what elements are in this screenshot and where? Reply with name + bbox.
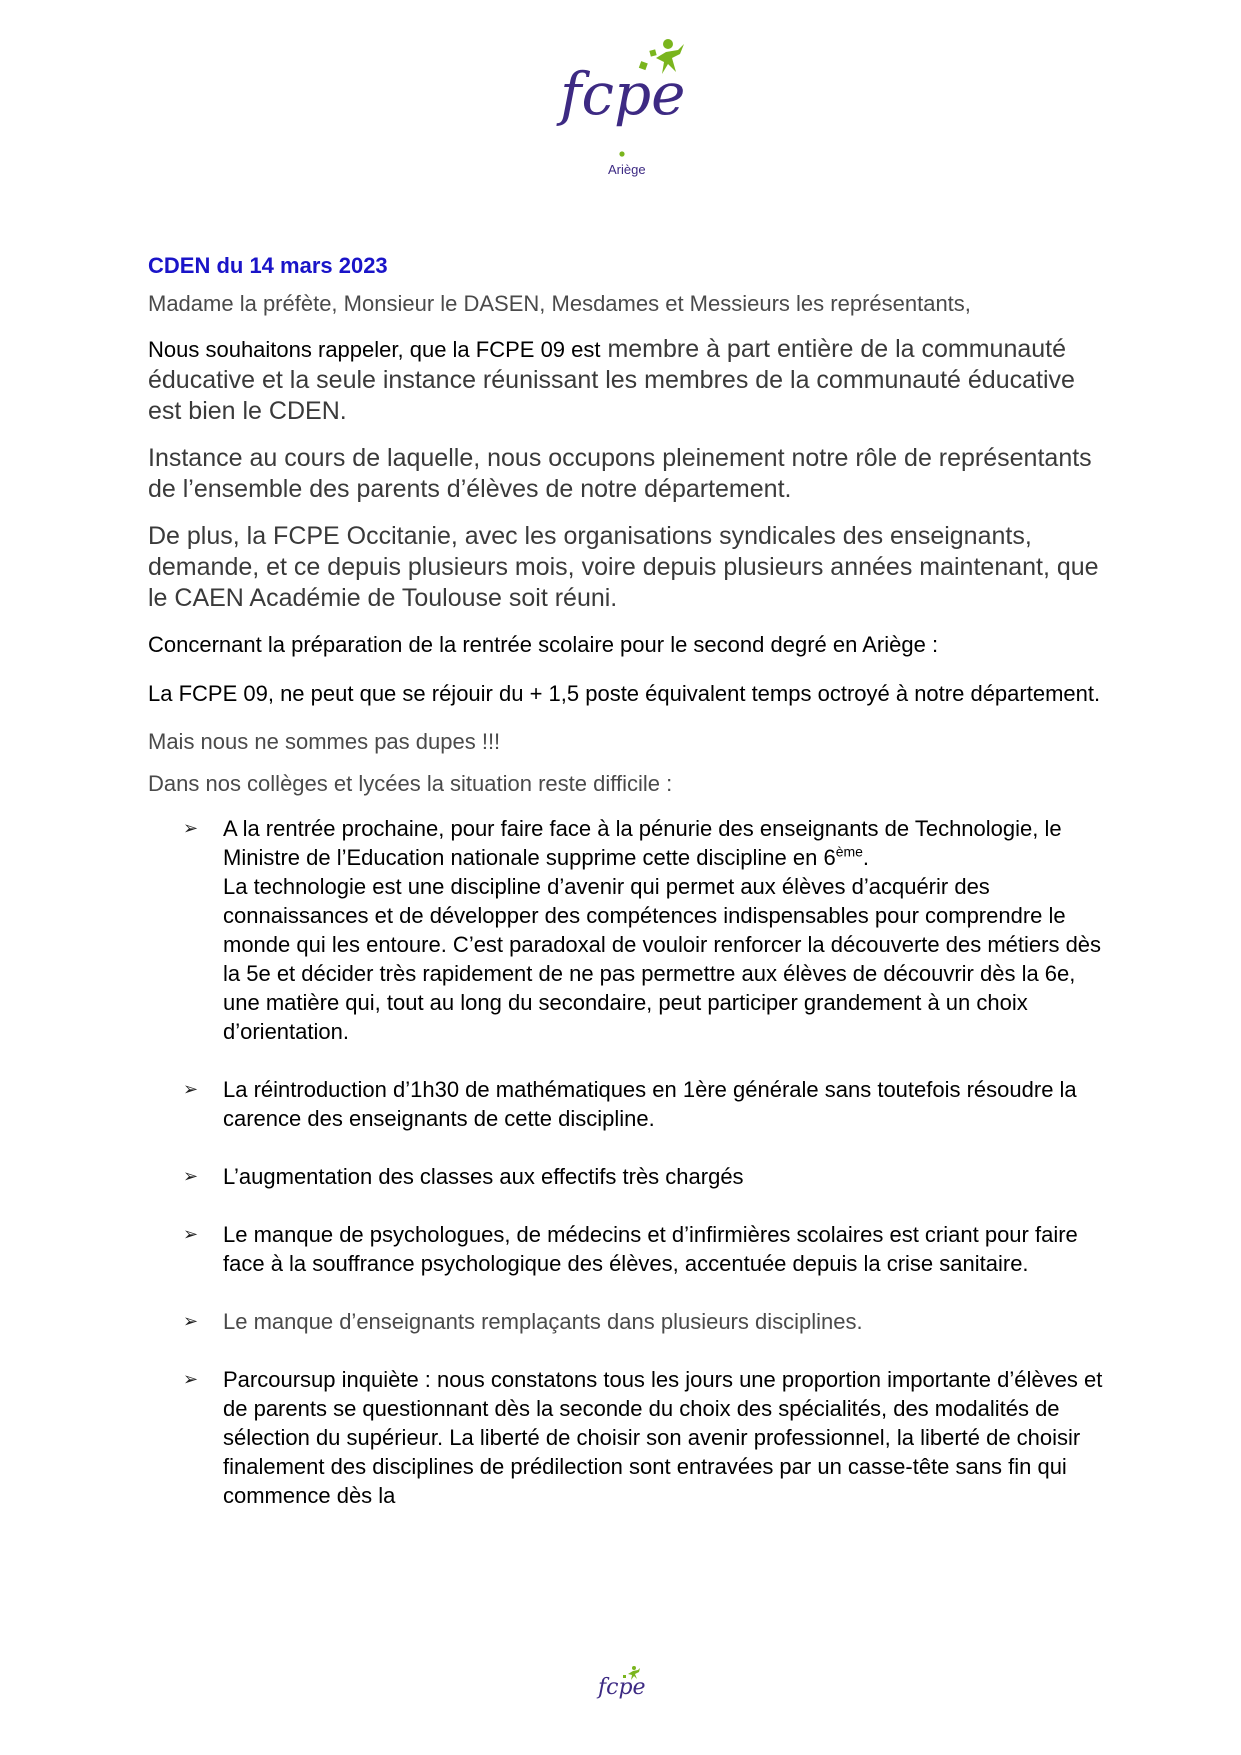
- list-item-text: Parcoursup inquiète : nous constatons tous les jours une proportion importante d’élèves et de parents se questionnant dès la seconde du choix des spécialités, des modalités de sélection du supérieur. La liberté de choisir son avenir professionnel, la liberté de choisir finalement des disciplines de prédilection sont entravées par un casse-tête sans fin qui commence dès la: [223, 1367, 1103, 1508]
- list-item: [148, 1162, 1108, 1191]
- arrow-bullet-icon: ➢: [183, 1166, 199, 1186]
- paragraph-3: De plus, la FCPE Occitanie, avec les organisations syndicales des enseignants, demande, et ce depuis plusieurs mois, voire depuis plusieurs années maintenant, que le CAEN Académie de Toulouse soit réuni.: [148, 522, 1099, 612]
- list-item-text-end: .: [862, 845, 870, 870]
- fcpe-logo: [540, 22, 705, 187]
- document-title: CDEN du 14 mars 2023: [148, 253, 388, 278]
- list-item: [148, 1307, 1108, 1336]
- paragraph-1-rest: membre à part entière de la communauté éducative et la seule instance réunissant les membres de la communauté éducative est bien le CDEN.: [148, 335, 1075, 425]
- paragraph-1: [148, 334, 1108, 427]
- list-item-text: Le manque d’enseignants remplaçants dans plusieurs disciplines.: [223, 1309, 863, 1334]
- list-item-text: L’augmentation des classes aux effectifs très chargés: [223, 1164, 744, 1189]
- list-item-text: Le manque de psychologues, de médecins et d’infirmières scolaires est criant pour faire face à la souffrance psychologique des élèves, accentuée depuis la crise sanitaire.: [223, 1222, 1078, 1276]
- arrow-bullet-icon: ➢: [183, 1079, 199, 1099]
- list-item: [148, 1220, 1108, 1278]
- document-body: [148, 252, 1108, 1539]
- paragraph-5: La FCPE 09, ne peut que se réjouir du + 1,5 poste équivalent temps octroyé à notre département.: [148, 681, 1101, 706]
- bullet-list: [148, 814, 1108, 1510]
- fcpe-logo-text: fcpe: [560, 60, 686, 128]
- superscript: ème: [835, 843, 863, 860]
- paragraph-2: Instance au cours de laquelle, nous occupons pleinement notre rôle de représentants de l’ensemble des parents d’élèves de notre département.: [148, 444, 1092, 503]
- paragraph-6: Mais nous ne sommes pas dupes !!!: [148, 729, 501, 754]
- list-item-text-continued: La technologie est une discipline d’avenir qui permet aux élèves d’acquérir des connaissances et de développer des compétences indispensables pour comprendre le monde qui les entoure. C’est paradoxal de vouloir renforcer la découverte des métiers dès la 5e et décider très rapidement de ne pas permettre aux élèves de découvrir dès la 6e, une matière qui, tout au long du secondaire, peut participer grandement à un choix d’orientation.: [223, 874, 1102, 1044]
- arrow-bullet-icon: ➢: [183, 1311, 199, 1331]
- list-item: [148, 1365, 1108, 1510]
- arrow-bullet-icon: ➢: [183, 1224, 199, 1244]
- salutation: Madame la préfète, Monsieur le DASEN, Mesdames et Messieurs les représentants,: [148, 291, 971, 316]
- fcpe-logo-subtitle: Ariège: [608, 162, 646, 177]
- list-item: [148, 1075, 1108, 1133]
- fcpe-footer-logo: [590, 1660, 650, 1722]
- list-item-text: A la rentrée prochaine, pour faire face à la pénurie des enseignants de Technologie, le Ministre de l’Education nationale supprime cette discipline en 6: [223, 816, 1062, 870]
- list-item: [148, 814, 1108, 1046]
- arrow-bullet-icon: ➢: [183, 818, 199, 838]
- paragraph-1-lead: Nous souhaitons rappeler, que la FCPE 09 est: [148, 337, 601, 362]
- fcpe-footer-logo-text: fcpe: [598, 1675, 646, 1700]
- arrow-bullet-icon: ➢: [183, 1369, 199, 1389]
- list-item-text: La réintroduction d’1h30 de mathématiques en 1ère générale sans toutefois résoudre la carence des enseignants de cette discipline.: [223, 1077, 1077, 1131]
- paragraph-7: Dans nos collèges et lycées la situation reste difficile :: [148, 771, 673, 796]
- paragraph-4: Concernant la préparation de la rentrée scolaire pour le second degré en Ariège :: [148, 632, 939, 657]
